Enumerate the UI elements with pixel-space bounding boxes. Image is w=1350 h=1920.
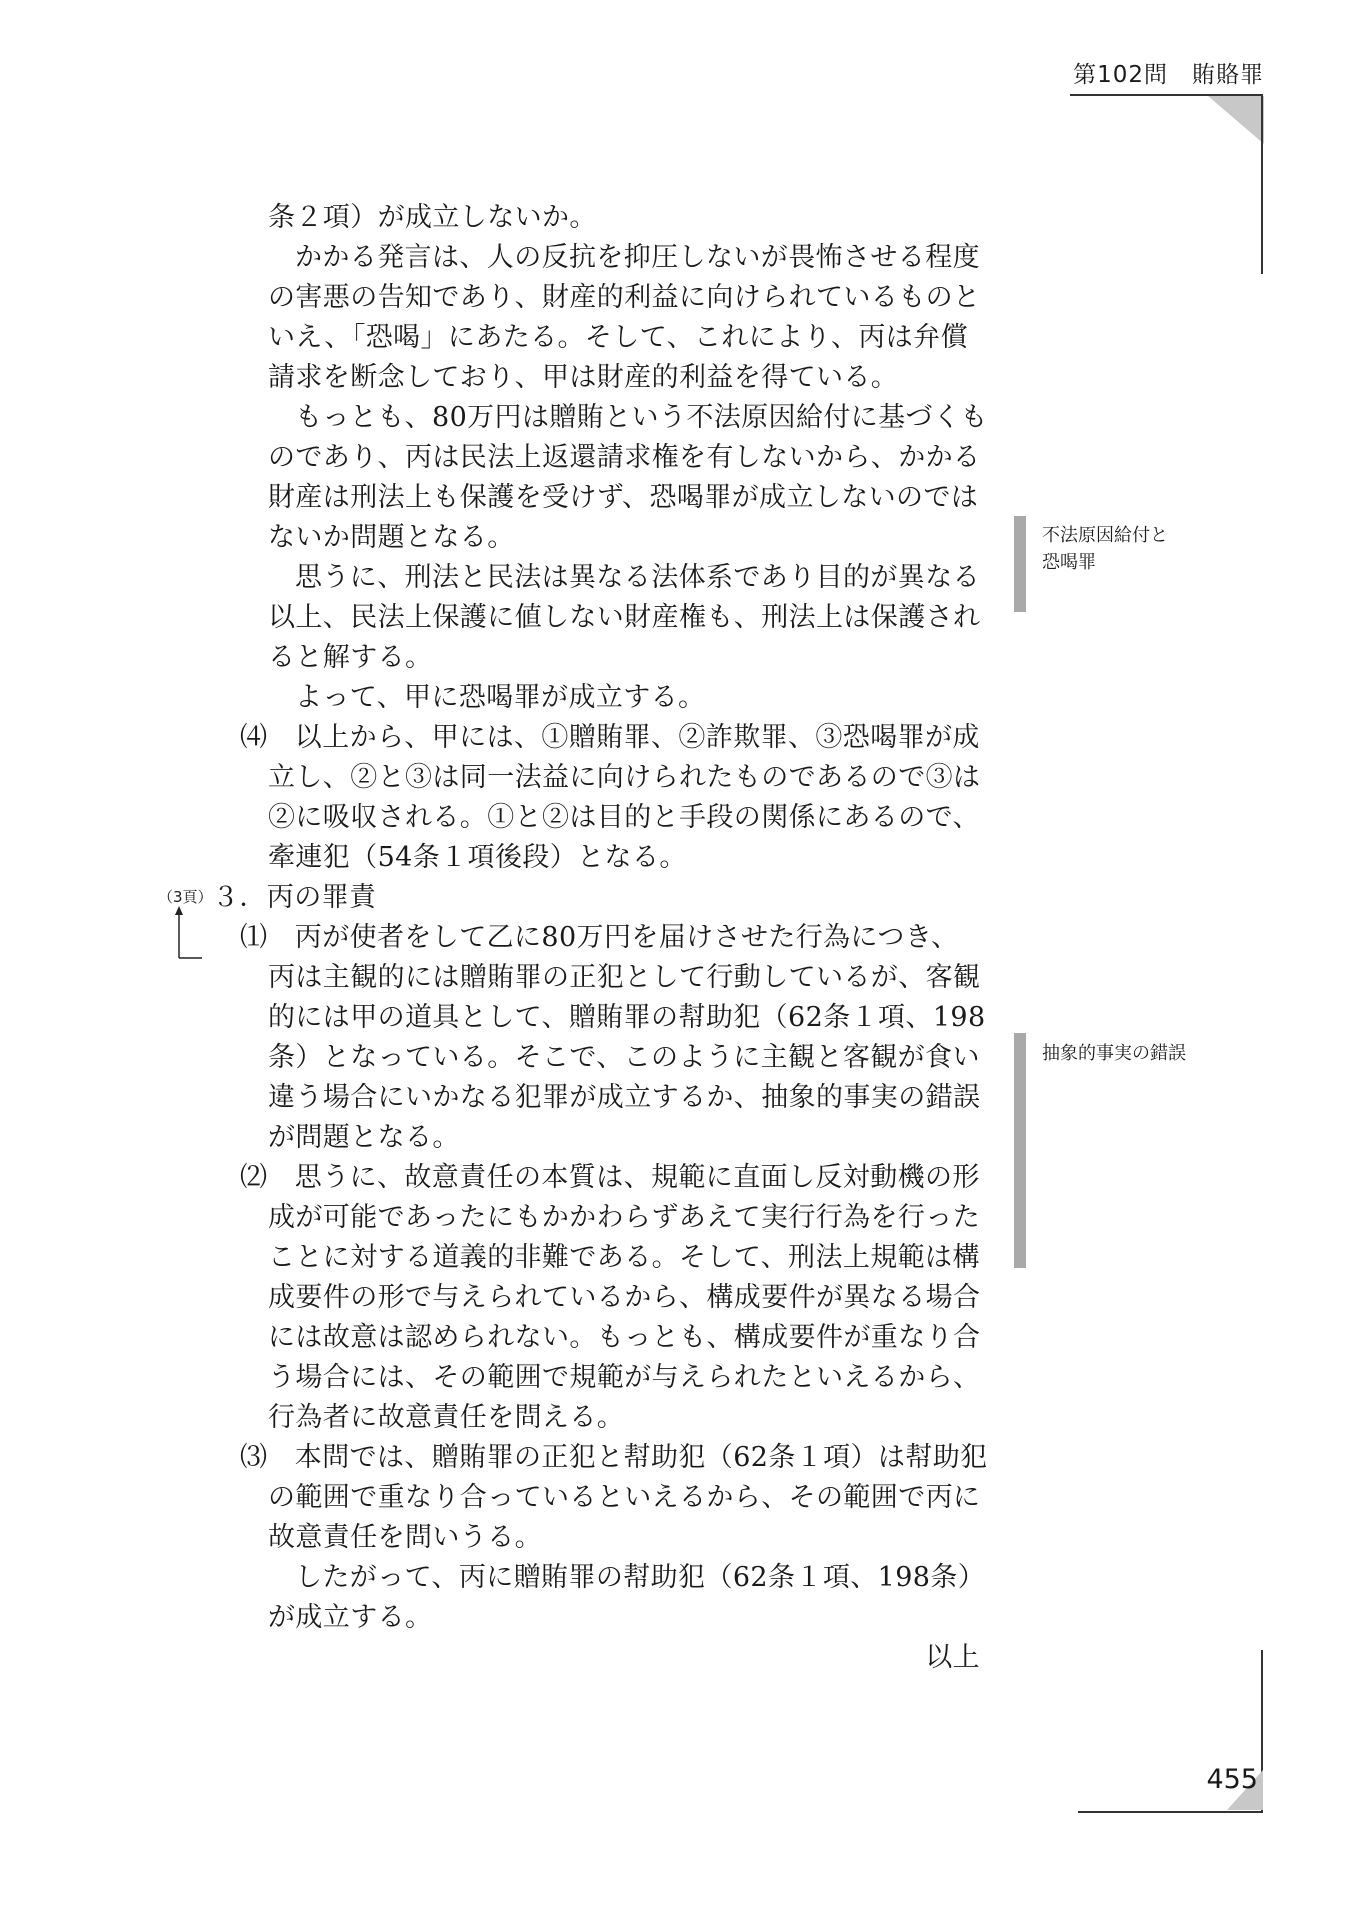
page-reference-label: （3頁）: [158, 888, 213, 906]
body-line: 牽連犯（54条１項後段）となる。: [268, 842, 687, 873]
footer-rule: [1078, 1811, 1263, 1813]
section-heading: ３．丙の罪責: [212, 882, 377, 913]
side-note-bar: [1014, 516, 1026, 612]
body-line: 思うに、刑法と民法は異なる法体系であり目的が異なる: [295, 562, 980, 593]
side-note-line: 恐喝罪: [1042, 552, 1096, 573]
corner-triangle-decoration: [1208, 96, 1264, 144]
body-line: が問題となる。: [268, 1122, 460, 1153]
side-note-line: 不法原因給付と: [1042, 525, 1168, 546]
closing-mark: 以上: [925, 1642, 980, 1673]
body-line: には故意は認められない。もっとも、構成要件が重なり合: [268, 1322, 981, 1353]
body-line: 違う場合にいかなる犯罪が成立するか、抽象的事実の錯誤: [268, 1082, 981, 1113]
body-line: ②に吸収される。①と②は目的と手段の関係にあるので、: [268, 802, 980, 833]
body-line: 以上、民法上保護に値しない財産権も、刑法上は保護され: [268, 602, 981, 633]
side-note-bar: [1014, 1033, 1026, 1268]
body-line: 請求を断念しており、甲は財産的利益を得ている。: [268, 362, 899, 393]
body-line: が成立する。: [268, 1602, 433, 1633]
body-line: ⑷ 以上から、甲には、①贈賄罪、②詐欺罪、③恐喝罪が成: [240, 722, 980, 753]
body-line: もっとも、80万円は贈賄という不法原因給付に基づくも: [295, 402, 988, 433]
body-line: 条）となっている。そこで、このように主観と客観が食い: [268, 1042, 980, 1073]
body-line: 成が可能であったにもかかわらずあえて実行行為を行った: [268, 1202, 981, 1233]
body-line: ⑴ 丙が使者をして乙に80万円を届けさせた行為につき、: [240, 922, 959, 953]
body-line: 財産は刑法上も保護を受けず、恐喝罪が成立しないのでは: [268, 482, 979, 513]
body-line: の範囲で重なり合っているといえるから、その範囲で丙に: [268, 1482, 981, 1513]
body-line: 成要件の形で与えられているから、構成要件が異なる場合: [268, 1282, 981, 1313]
body-line: 的には甲の道具として、贈賄罪の幇助犯（62条１項、198: [268, 1002, 986, 1033]
body-line: ⑶ 本問では、贈賄罪の正犯と幇助犯（62条１項）は幇助犯: [240, 1442, 988, 1473]
body-line: ことに対する道義的非難である。そして、刑法上規範は構: [268, 1242, 980, 1273]
body-line: のであり、丙は民法上返還請求権を有しないから、かかる: [268, 442, 981, 473]
body-line: したがって、丙に贈賄罪の幇助犯（62条１項、198条）: [295, 1562, 986, 1593]
body-line: ると解する。: [268, 642, 433, 673]
body-line: 行為者に故意責任を問える。: [268, 1402, 625, 1433]
body-line: よって、甲に恐喝罪が成立する。: [295, 682, 706, 713]
body-line: の害悪の告知であり、財産的利益に向けられているものと: [268, 282, 981, 313]
body-line: う場合には、その範囲で規範が与えられたといえるから、: [268, 1362, 981, 1393]
side-note-line: 抽象的事実の錯誤: [1042, 1043, 1186, 1064]
body-line: 条２項）が成立しないか。: [268, 202, 597, 233]
page-number: 455: [1206, 1764, 1258, 1795]
body-line: かかる発言は、人の反抗を抑圧しないが畏怖させる程度: [295, 242, 980, 273]
up-arrow-icon: [174, 906, 204, 960]
chapter-title: 第102問 賄賂罪: [1073, 62, 1264, 88]
body-line: ないか問題となる。: [268, 522, 515, 553]
body-line: 立し、②と③は同一法益に向けられたものであるので③は: [268, 762, 981, 793]
margin-rule-top: [1261, 96, 1263, 274]
body-line: いえ、「恐喝」にあたる。そして、これにより、丙は弁償: [268, 322, 968, 353]
body-line: 故意責任を問いうる。: [268, 1522, 542, 1553]
body-line: ⑵ 思うに、故意責任の本質は、規範に直面し反対動機の形: [240, 1162, 980, 1193]
body-line: 丙は主観的には贈賄罪の正犯として行動しているが、客観: [268, 962, 981, 993]
